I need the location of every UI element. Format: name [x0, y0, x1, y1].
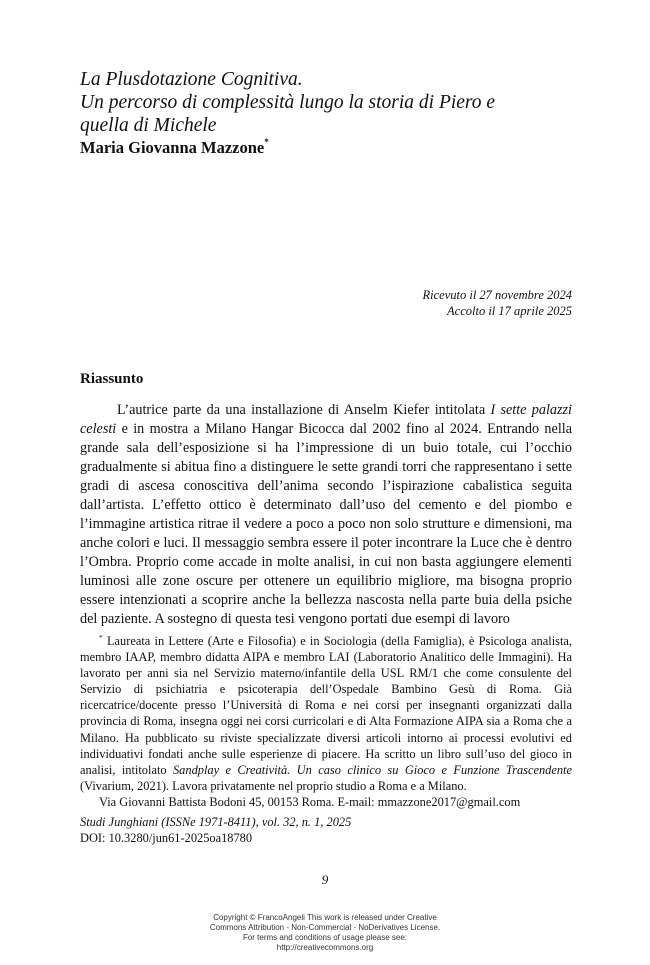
journal-citation	[80, 814, 351, 846]
author-bio-part-2: (Vivarium, 2021). Lavora privatamente nel proprio studio a Roma e a Milano.	[80, 778, 467, 793]
journal-reference: Studi Junghiani (ISSNe 1971-8411), vol. 32, n. 1, 2025	[80, 815, 352, 829]
author-bio	[80, 633, 572, 794]
license-line-2: Commons Attribution - Non-Commercial - NoDerivatives License.	[209, 923, 441, 932]
abstract-text-part-1: L’autrice parte da una installazione di Anselm Kiefer intitolata	[117, 402, 491, 418]
author-name	[80, 137, 580, 158]
author-footnote-marker[interactable]: *	[264, 137, 269, 147]
received-date: Ricevuto il 27 novembre 2024	[422, 288, 572, 302]
license-line-3: For terms and conditions of usage please see:	[242, 933, 408, 942]
doi-link[interactable]: DOI: 10.3280/jun61-2025oa18780	[80, 831, 253, 845]
footnote-marker: *	[99, 633, 103, 642]
license-url-link[interactable]: http://creativecommons.org	[276, 943, 374, 952]
article-title-line-2: Un percorso di complessità lungo la storia di Piero e	[80, 92, 496, 113]
author-bio-part-1: Laureata in Lettere (Arte e Filosofia) e in Sociologia (della Famiglia), è Psicologa analista, membro IAAP, membro didatta AIPA e membro LAI (Laboratorio Analitico delle Immagini). Ha lavorato per anni sia nel Servizio materno/infantile della USL RM/1 che come consulente del Servizio di psichiatria e psicoterapia dell’Ospedale Bambino Gesù di Roma. Già ricercatrice/docente presso l’Università di Roma e nei corsi per insegnanti organizzati dalla provincia di Roma, insegna oggi nei corsi curricolari e di Alta Formazione AIPA sia a Roma che a Milano. Ha pubblicato su riviste specializzate diversi articoli intorno ai processi evolutivi ed individuativi fondati anche sulle esperienze di piacere. Ha scritto un libro sull’uso del gioco in analisi, intitolato	[80, 634, 572, 777]
license-line-1: Copyright © FrancoAngeli This work is released under Creative	[213, 913, 437, 922]
abstract-heading: Riassunto	[80, 371, 144, 387]
article-title-line-3: quella di Michele	[80, 115, 217, 136]
license-notice	[0, 913, 650, 953]
book-title: Sandplay e Creatività. Un caso clinico su Gioco e Funzione Trascendente	[172, 762, 572, 777]
artwork-title: I sette palazzi celesti	[80, 402, 572, 437]
page-number: 9	[321, 872, 329, 887]
submission-dates	[423, 287, 573, 319]
accepted-date: Accolto il 17 aprile 2025	[447, 304, 572, 318]
abstract-text	[80, 401, 572, 629]
article-title-line-1: La Plusdotazione Cognitiva.	[80, 69, 303, 90]
author-footnote	[80, 633, 572, 810]
abstract-text-part-2: e in mostra a Milano Hangar Bicocca dal 2002 fino al 2024. Entrando nella grande sala dell’esposizione si ha l’impressione di un buio totale, cui l’occhio gradualmente si abitua fino a distinguere le sette grandi torri che rappresentano i sette gradi di ascesa conoscitiva dell’anima secondo l’ispirazione cabalistica seguita dall’artista. L’effetto ottico è determinato dall’uso del cemento e del piombo e l’immagine artistica ritrae il vedere a poco a poco non solo strutture e dimensioni, ma anche colori e luci. Il messaggio sembra essere il poter incontrare la Luce che è dentro l’Ombra. Proprio come accade in molte analisi, in cui non basta aggiungere elementi luminosi alle zone oscure per ottenere un equilibrio migliore, ma bisogna proprio essere intenzionati a scoprire anche la bellezza nascosta nella parte buia della psiche del paziente. A sostegno di questa tesi vengono portati due esempi di lavoro	[80, 421, 572, 627]
article-header	[80, 68, 580, 158]
author-address: Via Giovanni Battista Bodoni 45, 00153 Roma. E-mail: mmazzone2017@gmail.com	[99, 794, 521, 809]
author-name-text: Maria Giovanna Mazzone	[80, 138, 265, 157]
